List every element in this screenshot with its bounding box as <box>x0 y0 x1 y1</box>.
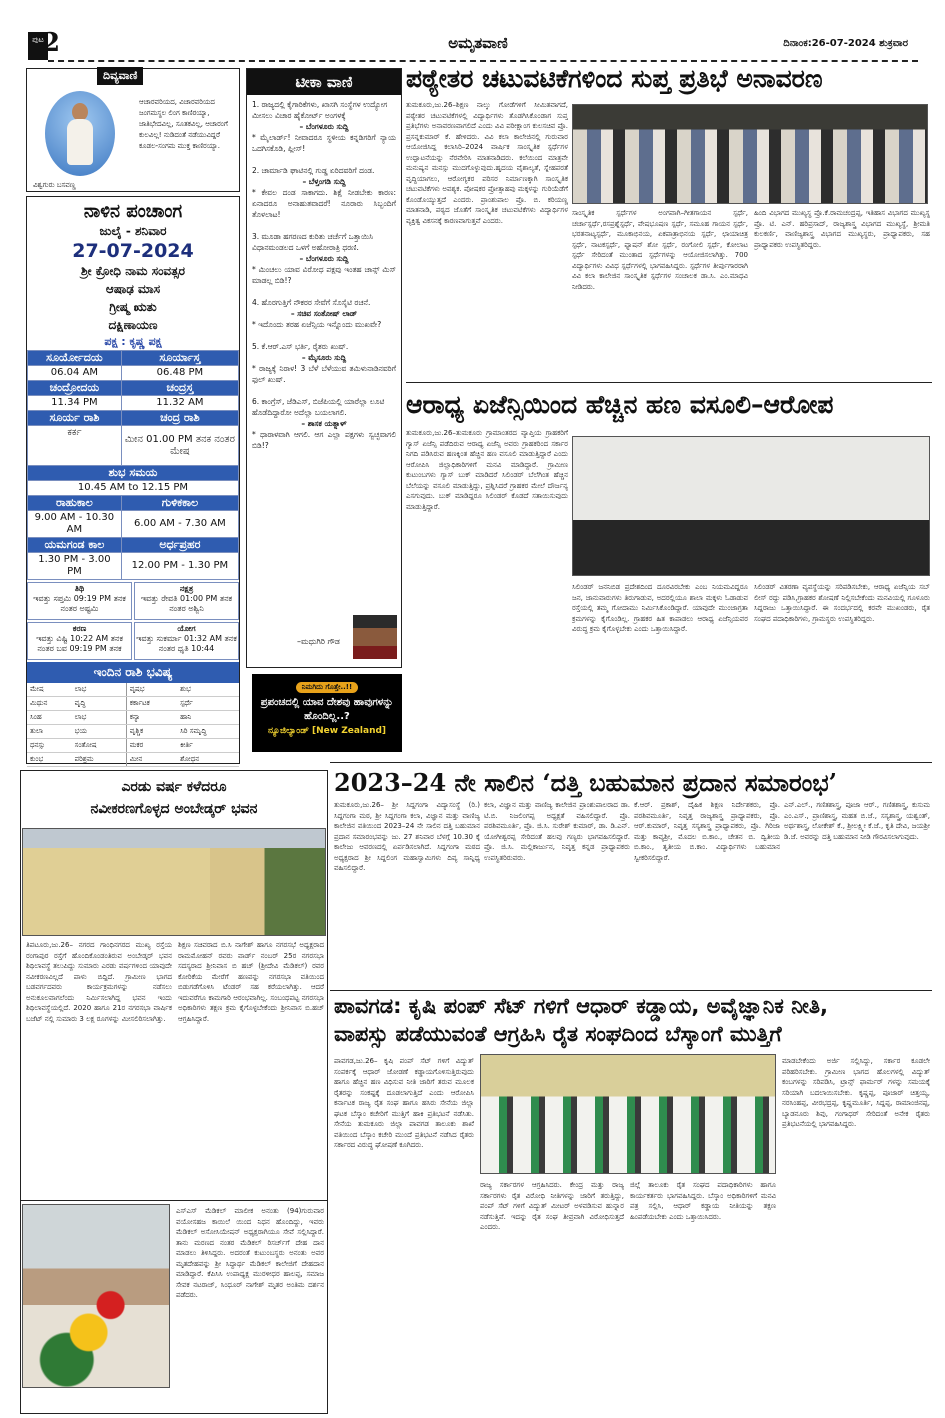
yoga-label: ಯೋಗ <box>177 624 196 633</box>
rashi-prediction: ಲಾಭ <box>72 683 127 697</box>
panchanga-paksha: ಪಕ್ಷ : ಕೃಷ್ಣ ಪಕ್ಷ <box>104 335 162 348</box>
rashi-name: ಮೀನ <box>126 753 177 767</box>
rashi-prediction: ಸಿರಿ ಸಮೃದ್ಧಿ <box>177 725 239 739</box>
yoga-value: ಇವತ್ತು ಸುಕರ್ಮಾ 01:32 AM ತನಕ ನಂತರ ಧೃತಿ 10:44 <box>136 634 237 653</box>
ardhaprahara-value: 12.00 PM - 1.30 PM <box>121 553 238 580</box>
teeka-item-source: – ಬೆಂಗಳೂರು ಸುದ್ದಿ <box>299 122 349 131</box>
teeka-vani-title: ಟೀಕಾ ವಾಣಿ <box>247 69 401 95</box>
masthead: ಅಮೃತವಾಣಿ <box>448 34 508 52</box>
rashi-prediction: ಶುಭ <box>177 683 239 697</box>
divyavani-vachana: ಆಚಾರವರಿಯದ, ವಿಚಾರವರಿಯದ ಜಂಗಮಸ್ಥಲ ಲಿಂಗ ಕಾಣಿರಯ್ಯಾ, ಜಾತಿಭೇದವಿಲ್ಲ, ಸೂತಕವಿಲ್ಲ, ಆಚಾರಂಗೆ ಕುಲವಿಲ್ಲ! ನುಡಿದಂತೆ ನಡೆಯುವಿದ್ದರೆ ಕೂಡಲ-ಸಂಗಮ ಮುಕ್ತ ಕಾಣಿರಯ್ಯಾ. <box>139 98 228 150</box>
rashi-prediction: ಸ್ಪರ್ಧೆ <box>177 697 239 711</box>
story2-col3: ಸಿಲಿಂಡರ್ ವಿತರಣಾ ವ್ಯವಸ್ಥೆಯನ್ನು ಸರಿಪಡಿಸಬೇಕು, ಆರಾಧ್ಯ ಏಜೆನ್ಸಿಯ ಸಬ್ ಲೀಸ್ ರದ್ದು ಪಡಿಸಿ,ಗ್ರಾಹಕರ ಶೋಷಣೆ ನಿಲ್ಲಿಸಬೇಕೆಂದು ಮನವಿಯಲ್ಲಿ ಗೂಳೂರು ಸಿದ್ದರಾಜು ಒತ್ತಾಯಿಸಿದ್ದಾರೆ. ಈ ಸಂದರ್ಭದಲ್ಲಿ ಕರವೇ ಮುಖಂಡರು, ರೈತ ಸಂಘದ ಪದಾಧಿಕಾರಿಗಳು, ಗ್ರಾಮಸ್ಥರು ಉಪಸ್ಥಿತರಿದ್ದರು. <box>754 583 930 623</box>
teeka-item <box>252 99 396 154</box>
story2-col2: ಸಿಲಿಂಡರ್ ಜನನಿಬಿಡ ಪ್ರದೇಶದಿಂದ ದೂರವಿರಬೇಕು ಎಂಬ ನಿಯಮವಿದ್ದರೂ ಜನ, ಜಾನುವಾರುಗಳು ತಿರುಗಾಡುವ, ಅದರಲ್ಲಿಯೂ ಶಾಲಾ ಮಕ್ಕಳು ಓಡಾಡುವ ರಸ್ತೆಯಲ್ಲಿ ತಮ್ಮ ಗೋದಾಮು ನಿರ್ಮಿಸಿಕೊಂಡಿದ್ದಾರೆ. ಯಾವುದೇ ಮುಂಜಾಗ್ರತಾ ಕ್ರಮಗಳನ್ನು ಕೈಗೊಂಡಿಲ್ಲ. ಗ್ರಾಹಕರ ಹಿತ ಕಾಪಾಡಲು ಆರಾಧ್ಯ ಏಜೆನ್ಸಿಯವರ ವಿರುದ್ಧ ಕ್ರಮ ಕೈಗೊಳ್ಳಬೇಕು ಎಂದು ಒತ್ತಾಯಿಸಿದ್ದಾರೆ. <box>572 583 748 633</box>
story3-col1: ತಿಪಟೂರು,ಜು.26– ನಗರದ ಗಾಂಧಿನಗರದ ಮುಖ್ಯ ರಸ್ತೆಯ ರಂಗಾಪುರ ರಸ್ತೆಗೆ ಹೊಂದಿಕೊಂಡಂತಿರುವ ಅಂಬೇಡ್ಕರ್ ಭವನ ಶಿಥಿಲಾವಸ್ಥೆ ತಲುಪಿದ್ದು ಸುಮಾರು ಎರಡು ವರ್ಷಗಳಿಂದ ಯಾವುದೇ ನವೀಕರಣವಿಲ್ಲದೆ ಪಾಳು ಬಿದ್ದಿದೆ. ಗ್ರಾಮೀಣ ಭಾಗದ ಬಡವರ್ಗದವರು ಕಾರ್ಯಕ್ರಮಗಳನ್ನು ನಡೆಸಲು ಅನುಕೂಲವಾಗಲೆಂದು ನಿರ್ಮಿಸಲಾಗಿದ್ದ ಭವನ ಇಂದು ಶಿಥಿಲಾವಸ್ಥೆಯಲ್ಲಿದೆ. 2020 ಹಾಗೂ 21ರ ನಗರಸಭಾ ವಾರ್ಷಿಕ ಬಜೆಟ್ ನಲ್ಲಿ ಸುಮಾರು 3 ಲಕ್ಷ ರೂಗಳನ್ನು ಮೀಸಲಿರಿಸಲಾಗಿತ್ತು. <box>26 941 172 1023</box>
teeka-item <box>252 231 396 286</box>
yamaganda-label: ಯಮಗಂಡ ಕಾಲ <box>28 538 122 553</box>
panchanga-timings-table <box>27 350 239 580</box>
teeka-item-text: 1. ರಾಜ್ಯದಲ್ಲಿ ಕೈಗಾರಿಕೆಗಳು, ಖಾಸಗಿ ಸಂಸ್ಥೆಗಳ ಉದ್ಯೋಗ ಮೀಸಲು ವಿಚಾರ ಹೈಕೋರ್ಟ್ ಅಂಗಳಕ್ಕೆ <box>252 100 388 120</box>
story-divider <box>330 762 932 763</box>
teeka-item <box>252 297 396 330</box>
saint-body <box>67 119 93 165</box>
tribute-garland-photo <box>22 1204 170 1388</box>
header-divider <box>48 60 918 62</box>
rashi-prediction: ಶೋಧನ <box>177 753 239 767</box>
rashi-name: ತುಲಾ <box>27 725 72 739</box>
teeka-item <box>252 396 396 451</box>
story1-col2: ಸಾಂಸ್ಕೃತಿಕ ಸ್ಪರ್ಧೆಗಳ ಅಂಗವಾಗಿ–ಗೀತಗಾಯನ ಸ್ಪರ್ಧೆ, ಚರ್ಚಾಸ್ಪರ್ಧೆ,ರಸಪ್ರಶ್ನೆಸ್ಪರ್ಧೆ, ವೇಷಭೂಷಣ ಸ್ಪರ್ಧೆ, ಸಮೂಹ ಗಾಯನ ಸ್ಪರ್ಧೆ, ಭರತನಾಟ್ಯಸ್ಪರ್ಧೆ, ಮೂಕಾಭಿನಯ, ಏಕಪಾತ್ರಾಭಿನಯ ಸ್ಪರ್ಧೆ, ಛಾಯಾಚಿತ್ರ ಸ್ಪರ್ಧೆ, ನಾಟಕಸ್ಪರ್ಧೆ, ಫ್ಯಾಷನ್ ಶೋ ಸ್ಪರ್ಧೆ, ರಂಗೋಲಿ ಸ್ಪರ್ಧೆ, ಕೋಲಾಟ ಸ್ಪರ್ಧೆ ಸೇರಿದಂತೆ ಮುಂತಾದ ಸ್ಪರ್ಧೆಗಳನ್ನು ಆಯೋಜಿಸಲಾಗಿತ್ತು. 700 ವಿದ್ಯಾರ್ಥಿಗಳು ವಿವಿಧ ಸ್ಪರ್ಧೆಗಳಲ್ಲಿ ಭಾಗವಹಿಸಿದ್ದರು. ಸ್ಪರ್ಧೆಗಳ ತೀರ್ಪುಗಾರರಾಗಿ ವಿವಿ ಕಲಾ ಕಾಲೇಜಿನ ಸಾಂಸ್ಕೃತಿಕ ಸ್ಪರ್ಧೆಗಳ ಸಂಚಾಲಕ ಡಾ.ಸಿ. ಎಂ.ಮಾಧವಿ ನೀಡಿದರು. <box>572 209 748 291</box>
divyavani-title: ದಿವ್ಯವಾಣಿ <box>97 67 143 85</box>
teeka-item-comment: * ಇದೊಂದು ತರಹ ಏಜೆನ್ಸಿಯ ಇನ್ನೊಂದು ಮುಖವೇ? <box>252 320 382 329</box>
trivia-tag: ನಿಮಗಿದು ಗೊತ್ತೇ..!! <box>296 682 358 693</box>
rahukala-label: ರಾಹುಕಾಲ <box>28 496 122 511</box>
ambedkar-bhavan-building-photo <box>22 828 326 936</box>
yoga-cell <box>134 622 239 660</box>
teeka-item-text: 5. ಕೆ.ಆರ್.ಎಸ್ ಭರ್ತಿ, ರೈತರು ಖುಷ್. <box>252 342 349 351</box>
story1-headline: ಪಠ್ಯೇತರ ಚಟುವಟಿಕೆಗಳಿಂದ ಸುಪ್ತ ಪ್ರತಿಭೆ ಅನಾವರಣ <box>406 64 823 93</box>
moonset-value: 11.32 AM <box>121 396 238 411</box>
sunset-value: 06.48 PM <box>121 366 238 381</box>
rashi-name: ಸಿಂಹ <box>27 711 72 725</box>
story1-col3: ಹಿಂದಿ ವಿಭಾಗದ ಮುಖ್ಯಸ್ಥ ಪ್ರೊ.ಕೆ.ರಾಮಚಂದ್ರಪ್ಪ, ಇತಿಹಾಸ ವಿಭಾಗದ ಮುಖ್ಯಸ್ಥ ಪ್ರೊ. ಟಿ. ಎನ್. ಹರಿಪ್ರಸಾದ್, ರಾಜ್ಯಶಾಸ್ತ್ರ ವಿಭಾಗದ ಮುಖ್ಯಸ್ಥೆ, ಶ್ರೀಮತಿ ಕುಲಕರ್ಣಿ, ವಾಣಿಜ್ಯಶಾಸ್ತ್ರ ವಿಭಾಗದ ಮುಖ್ಯಸ್ಥರು, ಪ್ರಾಧ್ಯಾಪಕರು, ಸಹ ಪ್ರಾಧ್ಯಾಪಕರು ಉಪಸ್ಥಿತರಿದ್ದರು. <box>754 209 930 249</box>
teeka-vani-box <box>246 68 402 668</box>
story3-headline-line2: ನವೀಕರಣಗೊಳ್ಳದ ಅಂಬೇಡ್ಕರ್ ಭವನ <box>90 801 258 817</box>
teeka-item-comment: * ಕೇವಲ ದಂಡ ಸಾಕಾಗದು. ಶಿಕ್ಷೆ ನೀಡಬೇಕು ಕಾರಣ: ಏನಾದರೂ ಅನಾಹುತವಾದರೆ! ನೂರಾರು ಸಿಬ್ಬಂದಿಗೆ ತೊಳಲಾಟ! <box>252 188 396 219</box>
rashi-name: ಕುಂಭ <box>27 753 72 767</box>
story3-col2: ಶಿಕ್ಷಣ ಸಚಿವರಾದ ಬಿ.ಸಿ ನಾಗೇಶ್ ಹಾಗೂ ನಗರಸಭೆ ಅಧ್ಯಕ್ಷರಾದ ರಾಮಮೋಹನ್ ರವರು ವಾರ್ಡ್ ನಂಬರ್ 25ರ ನಗರಸಭಾ ಸದಸ್ಯರಾದ ಶ್ರೀನಿವಾಸ ಬಿ ಹಚ್ (ಶ್ರೀದೇವಿ ಮೆಡಿಕಲ್) ರವರ ಕೋರಿಕೆಯ ಮೇರೆಗೆ ಹಣವನ್ನು ನಗರಸಭಾ ವತಿಯಿಂದ ಬಿಡುಗಡೆಗೊಳಿಸಿ ಟೆಂಡರ್ ಸಹ ಕರೆಯಲಾಗಿತ್ತು. ಆದರೆ ಇದುವರೆಗೂ ಕಾಮಗಾರಿ ಆರಂಭವಾಗಿಲ್ಲ. ಸಂಬಂಧಪಟ್ಟ ನಗರಸಭಾ ಅಧಿಕಾರಿಗಳು ತಕ್ಷಣ ಕ್ರಮ ಕೈಗೊಳ್ಳಬೇಕೆಂದು ಶ್ರೀನಿವಾಸ ಬಿ.ಹಚ್ ಆಗ್ರಹಿಸಿದ್ದಾರೆ. <box>178 941 324 1023</box>
panchanga-month-day: ಜುಲೈ - ಶನಿವಾರ <box>99 224 167 238</box>
panchanga-samvatsara: ಶ್ರೀ ಕ್ರೋಧಿ ನಾಮ ಸಂವತ್ಸರ <box>81 264 185 278</box>
teeka-vani-items <box>247 95 401 466</box>
rashi-row <box>27 739 239 753</box>
trivia-box <box>252 674 402 752</box>
rashi-row <box>27 711 239 725</box>
rashi-row <box>27 683 239 697</box>
trivia-question: ಪ್ರಪಂಚದಲ್ಲಿ ಯಾವ ದೇಶವು ಹಾವುಗಳನ್ನು ಹೊಂದಿಲ್ಲ..? <box>260 697 394 722</box>
story4-col3: ಕೆ.ಆರ್. ಪ್ರಕಾಶ್, ದೈಹಿಕ ಶಿಕ್ಷಣ ನಿರ್ದೇಶಕರು, ಪ್ರೊ. ಪರಶಿವಮೂರ್ತಿ, ನಿವೃತ್ತ ರಾಜ್ಯಶಾಸ್ತ್ರ ಪ್ರಾಧ್ಯಾಪಕರು, ಪ್ರೊ. ಆರ್.ಕುಮಾರ್, ನಿವೃತ್ತ ಸಸ್ಯಶಾಸ್ತ್ರ ಪ್ರಾಧ್ಯಾಪಕರು, ಪ್ರೊ. ಗಿರಿಜಾ ಮತ್ತು ಕಾವ್ಯಶ್ರೀ, ಮೊದಲ ಬಿ.ಕಾಂ., ಚೇತನ ಬಿ. ದ್ವಿತೀಯ ಬಿ.ಕಾಂ., ತೃತೀಯ ಬಿ.ಕಾಂ. ವಿದ್ಯಾರ್ಥಿಗಳು ಬಹುಮಾನ ಸ್ವೀಕರಿಸಲಿದ್ದಾರೆ. <box>634 801 780 862</box>
page-number: 2 <box>42 28 61 58</box>
story3-col3: ಎಸ್ಎಸ್ ಮೆಡಿಕಲ್ ಮಾಲೀಕ ಅನಂತು (94)ಗುರುವಾರ ವಯೋಸಹಜ ಕಾಯಿಲೆ ಯಿಂದ ನಿಧನ ಹೊಂದಿದ್ದು, ಇವರು ಮೆಡಿಕಲ್ ಅಸೋಸಿಯೇಷನ್ ಅಧ್ಯಕ್ಷರಾಗಿಯೂ ಸೇವೆ ಸಲ್ಲಿಸಿದ್ದಾರೆ. ತಾನು ಮರಣದ ನಂತರ ಮೆಡಿಕಲ್ ರಿಸರ್ಚ್‌ಗೆ ದೇಹ ದಾನ ಮಾಡಲು ತಿಳಿಸಿದ್ದರು. ಅದರಂತೆ ಕುಟುಂಬಸ್ಥರು ಅನಂತು ಅವರ ಮೃತದೇಹವನ್ನು ಶ್ರೀ ಸಿದ್ಧಾರ್ಥ ಮೆಡಿಕಲ್ ಕಾಲೇಜಿಗೆ ದೇಹದಾನ ಮಾಡಿದ್ದಾರೆ. ಕೆಪಿಸಿಸಿ ಉಪಾಧ್ಯಕ್ಷ ಮುರಳೀಧರ ಹಾಲಪ್ಪ, ಸಮಾಜ ಸೇವಕ ನಟರಾಜ್, ಸಿಂಧೂರ್ ನಾಗೇಶ್ ಮೃತರ ಅಂತಿಮ ದರ್ಶನ ಪಡೆದರು. <box>176 1207 324 1299</box>
story2-headline: ಆರಾಧ್ಯ ಏಜೆನ್ಸಿಯಿಂದ ಹೆಚ್ಚಿನ ಹಣ ವಸೂಲಿ–ಆರೋಪ <box>406 390 834 419</box>
teeka-item-source: – ಬೆಳ್ತಂಗಡಿ ಸುದ್ದಿ <box>302 177 346 186</box>
saint-portrait-icon <box>45 91 115 176</box>
sunrise-value: 06.04 AM <box>28 366 122 381</box>
divyavani-box <box>26 68 240 192</box>
teeka-item-source: – ಮೈಸೂರು ಸುದ್ದಿ <box>301 353 347 362</box>
story2-col1: ತುಮಕೂರು,ಜು.26–ತುಮಕೂರು ಗ್ರಾಮಾಂತರದ ವ್ಯಾಪ್ತಿಯ ಗ್ರಾಹಕರಿಗೆ ಗ್ಯಾಸ್ ಏಜೆನ್ಸಿ ಪಡೆದಿರುವ ಆರಾಧ್ಯ ಏಜೆನ್ಸಿ ಅವರು ಗ್ರಾಹಕರಿಂದ ಸರ್ಕಾರ ನಿಗದಿ ಪಡಿಸಿರುವ ಹಣಕ್ಕಿಂತ ಹೆಚ್ಚಿನ ಹಣ ವಸೂಲಿ ಮಾಡುತ್ತಿದ್ದಾರೆ ಎಂದು ಆರೋಪಿಸಿ ಜಿಲ್ಲಾಧಿಕಾರಿಗಳಿಗೆ ಮನವಿ ಮಾಡಿದ್ದಾರೆ. ಗ್ರಾಮೀಣ ಕುಟುಂಬಗಳು ಗ್ಯಾಸ್ ಬುಕ್ ಮಾಡಿದರೆ ಸಿಲಿಂಡರ್ ಬೆಲೆಗಿಂತ ಹೆಚ್ಚಿನ ಬೆಲೆಯನ್ನು ವಸೂಲಿ ಮಾಡುತ್ತಿದ್ದು, ಪ್ರಶ್ನಿಸಿದರೆ ಗ್ರಾಹಕರ ಮೇಲೆ ದೌರ್ಜನ್ಯ ಎಸಗುವುದು. ಬುಕ್ ಮಾಡಿದ್ದರೂ ಸಿಲಿಂಡರ್ ಕೊಡದೆ ಸತಾಯಿಸುವುದು ಮಾಡುತ್ತಿದ್ದಾರೆ. <box>406 429 568 511</box>
rashi-name: ಮಕರ <box>126 739 177 753</box>
teeka-item-comment: * ಮಿಂಚಲು ಯಾವ ವಿರೋಧ ಪಕ್ಷವು ಇಂತಹ ಚಾನ್ಸ್ ಮಿಸ್ ಮಾಡಲ್ಲ ಬಿಡಿ!? <box>252 265 396 285</box>
teeka-author: –ಮಧುಗಿರಿ ಗೌಡ <box>297 637 340 646</box>
rashi-row <box>27 753 239 767</box>
rashi-prediction: ಕೀರ್ತಿ <box>177 739 239 753</box>
shubha-samaya-value: 10.45 AM to 12.15 PM <box>28 481 239 496</box>
nakshatra-value: ಇವತ್ತು ರೇವತಿ 01:00 PM ತನಕ ನಂತರ ಅಶ್ವಿನಿ <box>140 594 233 613</box>
page-header <box>28 28 928 66</box>
teeka-item-source: – ಶಾಸಕ ಯತ್ನಾಳ್ <box>301 419 347 428</box>
story5-headline-line2: ವಾಪಸ್ಸು ಪಡೆಯುವಂತೆ ಆಗ್ರಹಿಸಿ ರೈತ ಸಂಘದಿಂದ ಬೆಸ್ಕಾಂಗೆ ಮುತ್ತಿಗೆ <box>334 1022 782 1046</box>
nakshatra-label: ನಕ್ಷತ್ರ <box>179 584 194 593</box>
rashi-bhavishya-table <box>27 683 239 767</box>
sunrise-label: ಸೂರ್ಯೋದಯ <box>28 351 122 366</box>
story3-headline <box>20 770 328 828</box>
rahukala-value: 9.00 AM - 10.30 AM <box>28 511 122 538</box>
rashi-name: ವೃಷಭ <box>126 683 177 697</box>
tithi-nakshatra-grid <box>27 582 239 660</box>
gulikakala-value: 6.00 AM - 7.30 AM <box>121 511 238 538</box>
office-memorandum-photo <box>572 436 930 576</box>
rashi-prediction: ಭಯ <box>72 725 127 739</box>
rashi-name: ಕರ್ಕಾಟಕ <box>126 697 177 711</box>
story4-col4: ಎನ್.ಎಲ್., ಗಣಿತಶಾಸ್ತ್ರ, ಪೂಜಾ ಆರ್., ಗಣಿತಶಾಸ್ತ್ರ, ಕುಸುಮ ಎಂ.ಎಸ್., ಪ್ರಾಣಿಶಾಸ್ತ್ರ, ಮಹತ ಬಿ.ಜೆ., ಸಸ್ಯಶಾಸ್ತ್ರ, ಯಶ್ವಂತ್, ಅರ್ಥಶಾಸ್ತ್ರ, ಲೋಕೇಶ್ ಕೆ., ಶ್ರೀಲಕ್ಷ್ಮೀ ಕೆ.ಜೆ., ಕೃತಿ ದೇವಿ, ಜಯಶ್ರೀ ಡಿ.ಜೆ. ಅವರನ್ನು ದತ್ತಿ ಬಹುಮಾನ ನೀಡಿ ಗೌರವಿಸಲಾಗುವುದು. <box>784 801 930 841</box>
story4-col1: ತುಮಕೂರು,ಜು.26– ಶ್ರೀ ಸಿದ್ದಗಂಗಾ ವಿದ್ಯಾಸಂಸ್ಥೆ (ರಿ.) ಸಿದ್ದಗಂಗಾ ಮಠ, ಶ್ರೀ ಸಿದ್ದಗಂಗಾ ಕಲಾ, ವಿಜ್ಞಾನ ಮತ್ತು ವಾಣಿಜ್ಯ ಕಾಲೇಜಿನ ವತಿಯಿಂದ 2023–24 ನೇ ಸಾಲಿನ ದತ್ತಿ ಬಹುಮಾನ ಪ್ರದಾನ ಸಮಾರಂಭವನ್ನು ಜು. 27 ಶನಿವಾರ ಬೆಳಗ್ಗೆ 10.30 ಕ್ಕೆ ಕಾಲೇಜು ಆವರಣದಲ್ಲಿ ಏರ್ಪಡಿಸಲಾಗಿದೆ. ಸಿದ್ದಗಂಗಾ ಮಠದ ಅಧ್ಯಕ್ಷರಾದ ಶ್ರೀ ಸಿದ್ದಲಿಂಗ ಮಹಾಸ್ವಾಮಿಗಳು ದಿವ್ಯ ಸಾನ್ನಿಧ್ಯ ವಹಿಸಲಿದ್ದಾರೆ. <box>334 801 480 872</box>
trivia-answer: ನ್ಯೂಜಿಲ್ಯಾಂಡ್ [New Zealand] <box>267 726 387 736</box>
rashi-bhavishya-title: ಇಂದಿನ ರಾಶಿ ಭವಿಷ್ಯ <box>27 662 239 683</box>
story-divider <box>406 382 932 383</box>
author-photo <box>353 615 397 659</box>
teeka-item-comment: * ಧಾರಾಳವಾಗಿ ಆಗಲಿ. ಆಗ ಎಲ್ಲಾ ಪಕ್ಷಗಳು ಸ್ವಚ್ಛವಾಗಲಿ ಬಿಡಿ!? <box>252 430 396 450</box>
karana-cell <box>27 622 132 660</box>
teeka-item <box>252 341 396 385</box>
rashi-row <box>27 697 239 711</box>
teeka-item-text: 2. ಚಾರ್ಮಾಡಿ ಘಾಟಿನಲ್ಲಿ ಗುಡ್ಡ ಏರಿದವರಿಗೆ ದಂಡ. <box>252 166 375 175</box>
rashi-name: ಮಿಥುನ <box>27 697 72 711</box>
story1-col1: ತುಮಕೂರು,ಜು.26–ಶಿಕ್ಷಣ ನಾಲ್ಕು ಗೋಡೆಗಳಿಗೆ ಸೀಮಿತವಾಗದೆ, ಪಠ್ಯೇತರ ಚಟುವಟಿಕೆಗಳಲ್ಲಿ ವಿದ್ಯಾರ್ಥಿಗಳು ತೊಡಗಿಸಿಕೊಂಡಾಗ ಸುಪ್ತ ಪ್ರತಿಭೆಗಳು ಅನಾವರಣವಾಗಲಿದೆ ಎಂದು ವಿವಿ ಪರೀಕ್ಷಾಂಗ ಕುಲಸಚಿವ ಪ್ರೊ. ಪ್ರಸನ್ನಕುಮಾರ್ ಕೆ. ಹೇಳಿದರು. ವಿವಿ ಕಲಾ ಕಾಲೇಜಿನಲ್ಲಿ ಗುರುವಾರ ಆಯೋಜಿಸಿದ್ದ ಕಲಾಸಿರಿ–2024 ವಾರ್ಷಿಕ ಸಾಂಸ್ಕೃತಿಕ ಸ್ಪರ್ಧೆಗಳ ಉದ್ಘಾಟನೆಯನ್ನು ನೆರವೇರಿಸಿ ಮಾತನಾಡಿದರು. ಕಲೆಯಿಂದ ಮಾತ್ರವೇ ಮನುಷ್ಯನ ಮನಸ್ಸು ಮುದಗೊಳ್ಳುವುದು.ಹೃದಯ ವೈಶಾಲ್ಯತೆ, ಸ್ನೇಹಪರತೆ ವೃದ್ಧಿಯಾಗಲು, ಆರೋಗ್ಯಕರ ಪರಿಸರ ನಿರ್ಮಾಣಕ್ಕಾಗಿ ಸಾಂಸ್ಕೃತಿಕ ಚಟುವಟಿಕೆಗಳು ಅವಶ್ಯಕ. ಪೋಷಕರ ಪ್ರೋತ್ಸಾಹವು ಮಕ್ಕಳನ್ನು ಗುರಿಯೆಡೆಗೆ ಕೊಂಡೊಯ್ಯುತ್ತದೆ ಎಂದರು. ಪ್ರಾಂಶುಪಾಲ ಪ್ರೊ. ಬಿ. ಕರಿಯಣ್ಣ ಮಾತನಾಡಿ, ಪಠ್ಯದ ಜೊತೆಗೆ ಸಾಂಸ್ಕೃತಿಕ ಚಟುವಟಿಕೆಗಳು ವಿದ್ಯಾರ್ಥಿಗಳ ವ್ಯಕ್ತಿತ್ವ ವಿಕಸನಕ್ಕೆ ಕಾರಣವಾಗುತ್ತವೆ ಎಂದರು. <box>406 101 568 225</box>
ardhaprahara-label: ಅರ್ಧಪ್ರಹರ <box>121 538 238 553</box>
teeka-item-text: 6. ಕಾಂಗ್ರೆಸ್, ಜೆಡಿಎಸ್, ಬಿಜೆಪಿಯಲ್ಲಿ ಯಾರೆಲ್ಲಾ ಲೂಟಿ ಹೊಡೆದಿದ್ದಾರೋ ಅದೆಲ್ಲಾ ಬಯಲಾಗಲಿ. <box>252 397 385 417</box>
farmers-protest-photo <box>480 1054 776 1174</box>
rashi-name: ಮೇಷ <box>27 683 72 697</box>
teeka-item-text: 3. ಮೂಡಾ ಹಗರಣದ ಕುರಿತು ಚರ್ಚೆಗೆ ಒತ್ತಾಯಿಸಿ ವಿಧಾನಮಂಡಲದ ಒಳಗೆ ಅಹೋರಾತ್ರಿ ಧರಣಿ. <box>252 232 374 252</box>
rashi-prediction: ಸಂತೋಷ <box>72 739 127 753</box>
karana-value: ಇವತ್ತು ವಿಷ್ಟಿ 10:22 AM ತನಕ ನಂತರ ಬವ 09:19 PM ತನಕ <box>36 634 123 653</box>
chandra-rashi-value: ಮೀನ 01.00 PM ತನಕ ನಂತರ ಮೇಷ <box>121 426 238 466</box>
story4-headline: 2023–24 ನೇ ಸಾಲಿನ ‘ದತ್ತಿ ಬಹುಮಾನ ಪ್ರದಾನ ಸಮಾರಂಭ’ <box>334 768 838 797</box>
story4-col2: ಕಲಾ, ವಿಜ್ಞಾನ ಮತ್ತು ವಾಣಿಜ್ಯ ಕಾಲೇಜಿನ ಪ್ರಾಂಶುಪಾಲರಾದ ಡಾ. ಟಿ.ಬಿ. ನಿಜಲಿಂಗಪ್ಪ ಅಧ್ಯಕ್ಷತೆ ವಹಿಸಲಿದ್ದಾರೆ. ಪ್ರೊ. ಪರಶಿವಮೂರ್ತಿ, ಪ್ರೊ. ಜಿ.ಸಿ. ಸುರೇಶ್ ಕುಮಾರ್, ಡಾ. ಡಿ.ಎನ್. ಯೋಗೀಶ್ವರಪ್ಪ ಸೇರಿದಂತೆ ಹಲವು ಗಣ್ಯರು ಭಾಗವಹಿಸಲಿದ್ದಾರೆ. ಪ್ರೊ. ಜಿ.ಸಿ. ಮಲ್ಲಿಕಾರ್ಜುನ, ನಿವೃತ್ತ ಕನ್ನಡ ಪ್ರಾಧ್ಯಾಪಕರು ಉಪಸ್ಥಿತರಿರುವರು. <box>484 801 630 862</box>
group-photo-image <box>572 104 928 204</box>
rashi-prediction: ವೃದ್ಧಿ <box>72 697 127 711</box>
nakshatra-cell <box>134 582 239 620</box>
moonset-label: ಚಂದ್ರಸ್ತ <box>121 381 238 396</box>
surya-rashi-label: ಸೂರ್ಯ ರಾಶಿ <box>28 411 122 426</box>
rashi-prediction: ಪರಿಶ್ರಮ <box>72 753 127 767</box>
dateline: ದಿನಾಂಕ:26-07-2024 ಶುಕ್ರವಾರ <box>783 38 908 49</box>
yamaganda-value: 1.30 PM - 3.00 PM <box>28 553 122 580</box>
rashi-row <box>27 725 239 739</box>
rashi-name: ವೃಶ್ಚಿಕ <box>126 725 177 739</box>
teeka-item-text: 4. ಹೊರಗುತ್ತಿಗೆ ನೌಕರರ ಸೇವೆಗೆ ಸೊಸೈಟಿ ರಚನೆ. <box>252 298 371 307</box>
moonrise-label: ಚಂದ್ರೋದಯ <box>28 381 122 396</box>
teeka-item-comment: * ಮೈಲಾರ್ಡ್! ನೀವಾದರೂ ಸ್ಥಳೀಯ ಕನ್ನಡಿಗರಿಗೆ ನ್ಯಾಯ ಒದಗಿಸಕೊಡಿ, ಪ್ಲೀಸ್! <box>252 133 396 153</box>
surya-rashi-value: ಕರ್ಕ <box>28 426 122 466</box>
panchanga-ayana: ದಕ್ಷಿಣಾಯಣ <box>108 318 158 332</box>
story5-col1: ಪಾವಗಡ,ಜು.26– ಕೃಷಿ ಪಂಪ್ ಸೆಟ್ ಗಳಿಗೆ ವಿದ್ಯುತ್ ಸಂಪರ್ಕಕ್ಕೆ ಆಧಾರ್ ಜೋಡಣೆ ಕಡ್ಡಾಯಗೊಳಿಸುತ್ತಿರುವುದು ಹಾಗೂ ಹೆಚ್ಚಿನ ಹಣ ವಿಧಿಸುವ ನೀತಿ ಜಾರಿಗೆ ತರುವ ಮೂಲಕ ರೈತರನ್ನು ಸಂಕಷ್ಟಕ್ಕೆ ದೂಡಲಾಗುತ್ತಿದೆ ಎಂದು ಆರೋಪಿಸಿ ಕರ್ನಾಟಕ ರಾಜ್ಯ ರೈತ ಸಂಘ ಹಾಗೂ ಹಸಿರು ಸೇನೆಯ ಜಿಲ್ಲಾ ಘಟಕ ಬೆಸ್ಕಾಂ ಕಚೇರಿಗೆ ಮುತ್ತಿಗೆ ಹಾಕಿ ಪ್ರತಿಭಟನೆ ನಡೆಸಿತು. ಸೇನೆಯ ತುಮಕೂರು ಜಿಲ್ಲಾ ಪಾವಗಡ ತಾಲೂಕು ಶಾಖೆ ವತಿಯಿಂದ ಬೆಸ್ಕಾಂ ಕಚೇರಿ ಮುಂದೆ ಪ್ರತಿಭಟನೆ ನಡೆಸಿದ ರೈತರು ಸರ್ಕಾರದ ವಿರುದ್ಧ ಘೋಷಣೆ ಕೂಗಿದರು. <box>334 1057 474 1149</box>
teeka-item-comment: * ರಾಜ್ಯಕ್ಕೆ ನಿರಾಳ! 3 ಬೆಳೆ ಬೆಳೆಯುವ ತಮಿಳುನಾಡಿನವರಿಗೆ ಫುಲ್ ಖುಷ್. <box>252 364 396 384</box>
panchanga-ritu: ಗ್ರೀಷ್ಮ ಋತು <box>109 300 157 314</box>
divyavani-caption: ವಿಶ್ವಗುರು ಬಸವಣ್ಣ <box>33 181 76 189</box>
rashi-prediction: ಲಾಭ <box>72 711 127 725</box>
story5-headline-line1: ಪಾವಗಡ: ಕೃಷಿ ಪಂಪ್ ಸೆಟ್ ಗಳಿಗೆ ಆಧಾರ್ ಕಡ್ಡಾಯ, ಅವೈಜ್ಞಾನಿಕ ನೀತಿ, <box>334 994 829 1018</box>
chandra-rashi-label: ಚಂದ್ರ ರಾಶಿ <box>121 411 238 426</box>
shubha-samaya-label: ಶುಭ ಸಮಯ <box>28 466 239 481</box>
teeka-item-source: – ಸಚಿವ ಸಂತೋಷ್ ಲಾಡ್ <box>290 309 358 318</box>
panchanga-date: 27-07-2024 <box>72 240 194 262</box>
panchanga-title: ನಾಳಿನ ಪಂಚಾಂಗ <box>83 201 183 222</box>
tithi-label: ತಿಥಿ <box>74 584 85 593</box>
teeka-item-source: – ಬೆಂಗಳೂರು ಸುದ್ದಿ <box>299 254 349 263</box>
story3-headline-line1: ಎರಡು ವರ್ಷ ಕಳೆದರೂ <box>121 779 227 795</box>
story5-col4: ಮಾಡಬೇಕೆಂದು ಅರ್ಜಿ ಸಲ್ಲಿಸಿದ್ದು, ಸರ್ಕಾರ ಕೂಡಲೇ ಪರಿಹರಿಸಬೇಕು. ಗ್ರಾಮೀಣ ಭಾಗದ ಹೊಲಗಳಲ್ಲಿ ವಿದ್ಯುತ್ ಕಂಬಗಳನ್ನು ಸರಿಪಡಿಸಿ, ಟ್ರಾನ್ಸ್ ಫಾರ್ಮರ್ ಗಳನ್ನು ಸಮಯಕ್ಕೆ ಸರಿಯಾಗಿ ಬದಲಾಯಿಸಬೇಕು. ಕೃಷ್ಣಪ್ಪ, ಪೂಜಾರ್ ಚಿತ್ತಯ್ಯ, ನರಸಿಂಹಪ್ಪ, ವೀರಭದ್ರಪ್ಪ, ಕೃಷ್ಣಮೂರ್ತಿ, ಸಿದ್ದಪ್ಪ, ರಾಮಾಂಜಿನಪ್ಪ, ಬ್ಯಾಡನೂರು ಶಿವು, ಗಂಗಾಧರ್ ಸೇರಿದಂತೆ ಅನೇಕ ರೈತರು ಪ್ರತಿಭಟನೆಯಲ್ಲಿ ಭಾಗವಹಿಸಿದ್ದರು. <box>782 1057 930 1128</box>
teeka-item <box>252 165 396 220</box>
panchanga-masa: ಆಷಾಢ ಮಾಸ <box>105 282 161 296</box>
panchanga-box <box>26 196 240 764</box>
tithi-value: ಇವತ್ತು ಸಪ್ತಮಿ 09:19 PM ತನಕ ನಂತರ ಅಷ್ಟಮಿ <box>33 594 126 613</box>
story-divider <box>330 990 932 991</box>
karana-label: ಕರಣ <box>72 624 87 633</box>
rashi-name: ಕನ್ಯಾ <box>126 711 177 725</box>
moonrise-value: 11.34 PM <box>28 396 122 411</box>
story5-col2: ರಾಜ್ಯ ಸರ್ಕಾರಗಳ ಆಗ್ರಹಿಸಿದರು. ಕೇಂದ್ರ ಮತ್ತು ರಾಜ್ಯ ಸರ್ಕಾರಗಳು ರೈತ ವಿರೋಧಿ ನೀತಿಗಳನ್ನು ಜಾರಿಗೆ ತರುತ್ತಿದ್ದು, ಪಂಪ್ ಸೆಟ್ ಗಳಿಗೆ ವಿದ್ಯುತ್ ಮೀಟರ್ ಅಳವಡಿಸುವ ಹುನ್ನಾರ ನಡೆಸುತ್ತಿವೆ. ಇದನ್ನು ರೈತ ಸಂಘ ತೀವ್ರವಾಗಿ ವಿರೋಧಿಸುತ್ತದೆ ಎಂದರು. <box>480 1181 624 1231</box>
rashi-name: ಧನಸ್ಸು <box>27 739 72 753</box>
page-label: ಪುಟ <box>28 32 48 60</box>
sunset-label: ಸೂರ್ಯಾಸ್ತ <box>121 351 238 366</box>
story5-col3: ಜಿಲ್ಲೆ ತಾಲೂಕು ರೈತ ಸಂಘದ ಪದಾಧಿಕಾರಿಗಳು ಹಾಗೂ ಕಾರ್ಯಕರ್ತರು ಭಾಗವಹಿಸಿದ್ದರು. ಬೆಸ್ಕಾಂ ಅಧಿಕಾರಿಗಳಿಗೆ ಮನವಿ ಪತ್ರ ಸಲ್ಲಿಸಿ, ಆಧಾರ್ ಕಡ್ಡಾಯ ನೀತಿಯನ್ನು ತಕ್ಷಣ ಹಿಂಪಡೆಯಬೇಕು ಎಂದು ಒತ್ತಾಯಿಸಿದರು. <box>630 1181 776 1221</box>
rashi-prediction: ಹಾನಿ <box>177 711 239 725</box>
story-divider <box>20 1200 328 1201</box>
gulikakala-label: ಗುಳಿಕಕಾಲ <box>121 496 238 511</box>
tithi-cell <box>27 582 132 620</box>
